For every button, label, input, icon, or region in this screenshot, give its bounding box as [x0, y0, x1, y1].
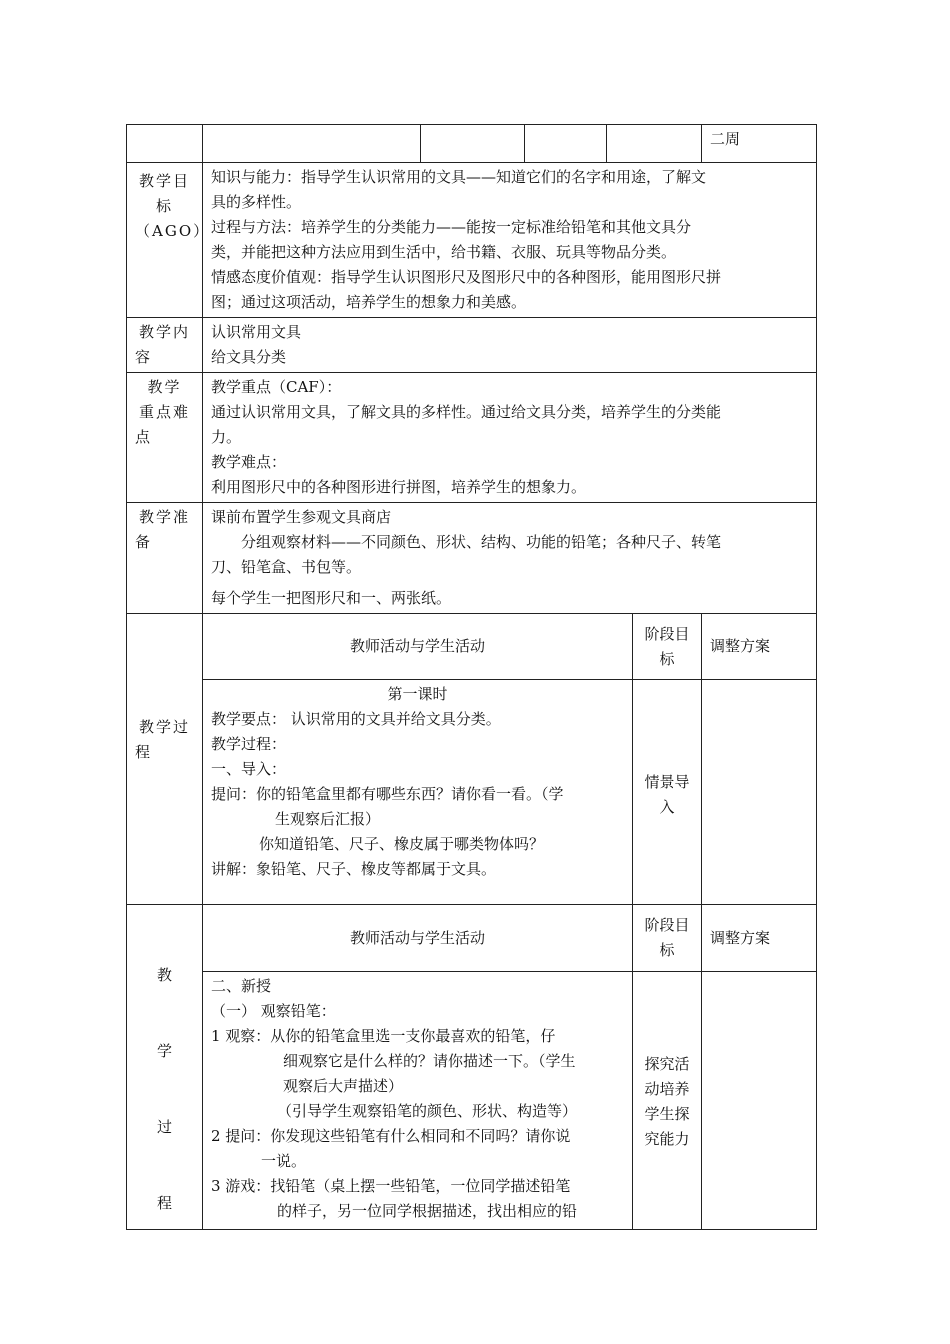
- header-cell-5: [607, 125, 702, 163]
- content-row: [127, 318, 817, 373]
- process2-label: 教 学 过 程: [127, 905, 203, 1230]
- header-cell-4: [525, 125, 607, 163]
- header-row: [127, 125, 817, 163]
- process1-adjust-header: 调整方案: [702, 614, 817, 680]
- process1-activity: 第一课时 教学要点： 认识常用的文具并给文具分类。 教学过程： 一、导入： 提问：你的铅笔盒里都有哪些东西？请你看一看。（学 生观察后汇报） 你知道铅笔、尺子、橡皮属于哪类物体吗？ 讲解：象铅笔、尺子、橡皮等都属于文具。: [203, 680, 633, 905]
- lesson-plan-table: [126, 124, 817, 1230]
- process1-goal-header: 阶段目 标: [633, 614, 702, 680]
- process1-stage-goal: 情景导 入: [633, 680, 702, 905]
- goals-content: 知识与能力：指导学生认识常用的文具——知道它们的名字和用途，了解文 具的多样性。 过程与方法：培养学生的分类能力——能按一定标准给铅笔和其他文具分 类，并能把这种方法应用到生活中，给书籍、衣服、玩具等物品分类。 情感态度价值观：指导学生认识图形尺及图形尺中的各种图形，能用图形尺拼 图；通过这项活动，培养学生的想象力和美感。: [203, 163, 817, 318]
- preparation-label: 教学准 备: [127, 503, 203, 614]
- process2-header-row: [127, 905, 817, 972]
- process1-activity-header: 教师活动与学生活动: [203, 614, 633, 680]
- header-cell-1: [127, 125, 203, 163]
- process1-label: 教学过 程: [127, 614, 203, 905]
- header-week-cell: [702, 125, 817, 163]
- header-cell-3: [421, 125, 525, 163]
- week-text: 二周: [710, 130, 741, 148]
- header-cell-2: [203, 125, 421, 163]
- process2-goal-header: 阶段目 标: [633, 905, 702, 972]
- process1-adjust: [702, 680, 817, 905]
- process2-body-row: [127, 972, 817, 1230]
- goals-row: [127, 163, 817, 318]
- content-text: 认识常用文具 给文具分类: [203, 318, 817, 373]
- process2-activity-header: 教师活动与学生活动: [203, 905, 633, 972]
- preparation-row: [127, 503, 817, 614]
- goals-label: 教学目 标 （AGO）: [127, 163, 203, 318]
- process2-stage-goal: 探究活 动培养 学生探 究能力: [633, 972, 702, 1230]
- key-points-label: 教学 重点难 点: [127, 373, 203, 503]
- process1-body-row: [127, 680, 817, 905]
- process2-adjust-header: 调整方案: [702, 905, 817, 972]
- preparation-text: 课前布置学生参观文具商店 分组观察材料——不同颜色、形状、结构、功能的铅笔；各种尺子、转笔 刀、铅笔盒、书包等。 每个学生一把图形尺和一、两张纸。: [203, 503, 817, 614]
- content-label: 教学内 容: [127, 318, 203, 373]
- key-points-text: 教学重点（CAF）： 通过认识常用文具，了解文具的多样性。通过给文具分类，培养学生的分类能 力。 教学难点： 利用图形尺中的各种图形进行拼图，培养学生的想象力。: [203, 373, 817, 503]
- process2-activity: 二、新授 （一） 观察铅笔： 1 观察：从你的铅笔盒里选一支你最喜欢的铅笔，仔 细观察它是什么样的？请你描述一下。（学生 观察后大声描述） （引导学生观察铅笔的颜色、形状、构造等） 2 提问：你发现这些铅笔有什么相同和不同吗？请你说 一说。 3 游戏：找铅笔（桌上摆一些铅笔，一位同学描述铅笔 的样子，另一位同学根据描述，找出相应的铅: [203, 972, 633, 1230]
- process1-header-row: [127, 614, 817, 680]
- process2-adjust: [702, 972, 817, 1230]
- key-points-row: [127, 373, 817, 503]
